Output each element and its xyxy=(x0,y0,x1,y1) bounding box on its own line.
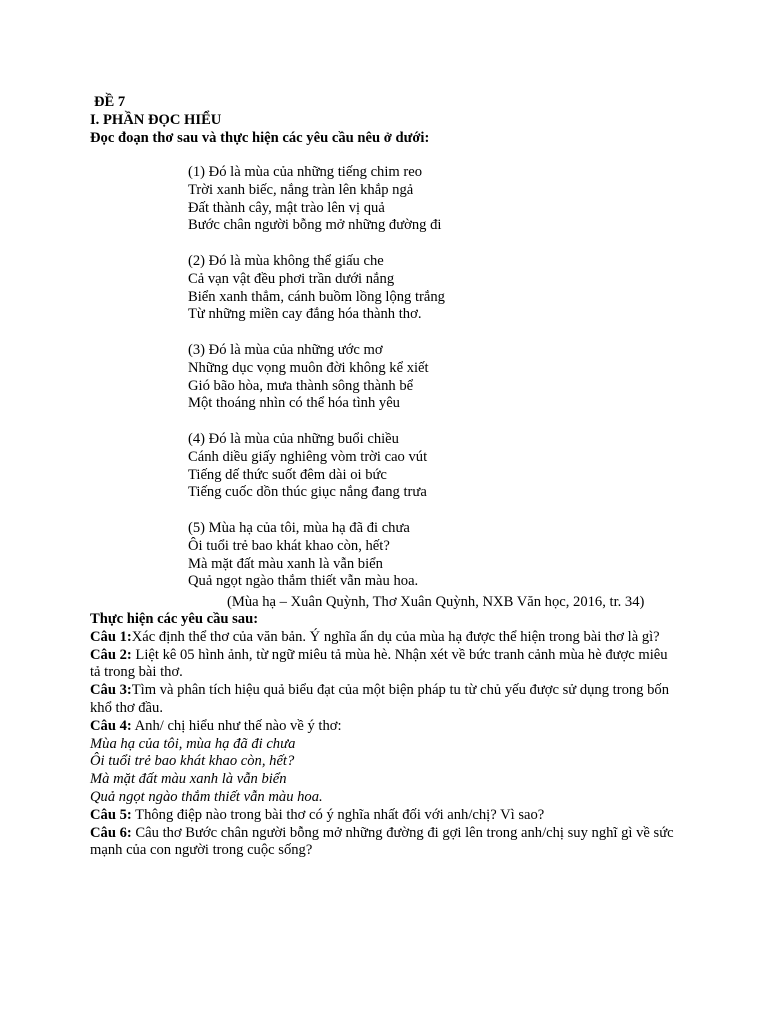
question-label: Câu 3: xyxy=(90,682,132,699)
question-2 xyxy=(90,647,680,683)
poem-line: Từ những miền cay đắng hóa thành thơ. xyxy=(188,306,422,323)
instruction: Đọc đoạn thơ sau và thực hiện các yêu cầu nêu ở dưới: xyxy=(90,129,430,146)
question-label: Câu 5: xyxy=(90,806,132,823)
poem-line: Cả vạn vật đều phơi trần dưới nắng xyxy=(188,270,395,287)
question-text: Thông điệp nào trong bài thơ có ý nghĩa nhất đối với anh/chị? Vì sao? xyxy=(131,806,545,823)
poem-line: (2) Đó là mùa không thể giấu che xyxy=(188,252,384,269)
poem-line: Tiếng cuốc dồn thúc giục nắng đang trưa xyxy=(188,484,427,501)
question-1 xyxy=(90,629,680,647)
poem-line: (1) Đó là mùa của những tiếng chim reo xyxy=(188,164,423,180)
question-label: Câu 6: xyxy=(90,824,132,841)
poem-line: Đất thành cây, mật trào lên vị quả xyxy=(188,199,385,216)
tasks xyxy=(90,611,680,860)
poem-line: Trời xanh biếc, nắng tràn lên khắp ngả xyxy=(188,181,414,198)
question-label: Câu 4: xyxy=(90,717,132,734)
poem-stanza-2 xyxy=(188,253,708,324)
question-3 xyxy=(90,682,680,718)
poem-stanza-4 xyxy=(188,431,708,502)
poem-source: (Mùa hạ – Xuân Quỳnh, Thơ Xuân Quỳnh, NXB Văn học, 2016, tr. 34) xyxy=(227,594,645,610)
question-6 xyxy=(90,825,680,861)
question-label: Câu 2: xyxy=(90,646,132,663)
exam-title: ĐỀ 7 xyxy=(94,94,126,110)
poem-line: (5) Mùa hạ của tôi, mùa hạ đã đi chưa xyxy=(188,519,410,536)
poem-line: Biển xanh thẳm, cánh buồm lồng lộng trắng xyxy=(188,288,445,305)
quote-line: Ôi tuổi trẻ bao khát khao còn, hết? xyxy=(90,753,295,770)
quote-line: Mùa hạ của tôi, mùa hạ đã đi chưa xyxy=(90,735,296,752)
poem-line: Những dục vọng muôn đời không kể xiết xyxy=(188,359,429,376)
poem-line: Gió bão hòa, mưa thành sông thành bể xyxy=(188,377,414,394)
header xyxy=(90,94,690,147)
question-4 xyxy=(90,718,680,736)
poem-line: Cánh diều giấy nghiêng vòm trời cao vút xyxy=(188,448,428,465)
quote-line: Mà mặt đất màu xanh là vẫn biển xyxy=(90,771,287,788)
question-5 xyxy=(90,807,680,825)
poem-line: Quả ngọt ngào thắm thiết vẫn màu hoa. xyxy=(188,573,419,590)
question-text: Tìm và phân tích hiệu quả biểu đạt của một biện pháp tu từ chủ yếu được sử dụng trong bốn khổ thơ đầu. xyxy=(90,682,670,716)
poem-line: Tiếng dế thức suốt đêm dài oi bức xyxy=(188,466,387,483)
poem-stanza-5 xyxy=(188,520,708,591)
poem-line: Bước chân người bỗng mở những đường đi xyxy=(188,217,442,234)
poem-stanza-1 xyxy=(188,164,708,235)
poem-stanza-3 xyxy=(188,342,708,413)
poem-line: Một thoáng nhìn có thể hóa tình yêu xyxy=(188,395,400,412)
question-text: Xác định thể thơ của văn bản. Ý nghĩa ẩn dụ của mùa hạ được thể hiện trong bài thơ là gì? xyxy=(131,628,660,645)
poem-line: Ôi tuổi trẻ bao khát khao còn, hết? xyxy=(188,537,390,554)
tasks-heading: Thực hiện các yêu cầu sau: xyxy=(90,611,259,627)
question-text: Anh/ chị hiểu như thế nào về ý thơ: xyxy=(131,717,342,734)
question-label: Câu 1: xyxy=(90,628,132,645)
poem-line: Mà mặt đất màu xanh là vẫn biển xyxy=(188,555,383,572)
poem-line: (4) Đó là mùa của những buổi chiều xyxy=(188,430,399,447)
poem-line: (3) Đó là mùa của những ước mơ xyxy=(188,341,383,358)
poem xyxy=(188,164,708,609)
question-text: Câu thơ Bước chân người bỗng mở những đường đi gợi lên trong anh/chị suy nghĩ gì về sức mạnh của con người trong cuộc sống? xyxy=(90,824,674,859)
section-title: I. PHẦN ĐỌC HIỂU xyxy=(90,111,222,128)
question-text: Liệt kê 05 hình ảnh, từ ngữ miêu tả mùa hè. Nhận xét về bức tranh cảnh mùa hè được miêu tả trong bài thơ. xyxy=(90,646,668,681)
quote-line: Quả ngọt ngào thắm thiết vẫn màu hoa. xyxy=(90,788,323,805)
